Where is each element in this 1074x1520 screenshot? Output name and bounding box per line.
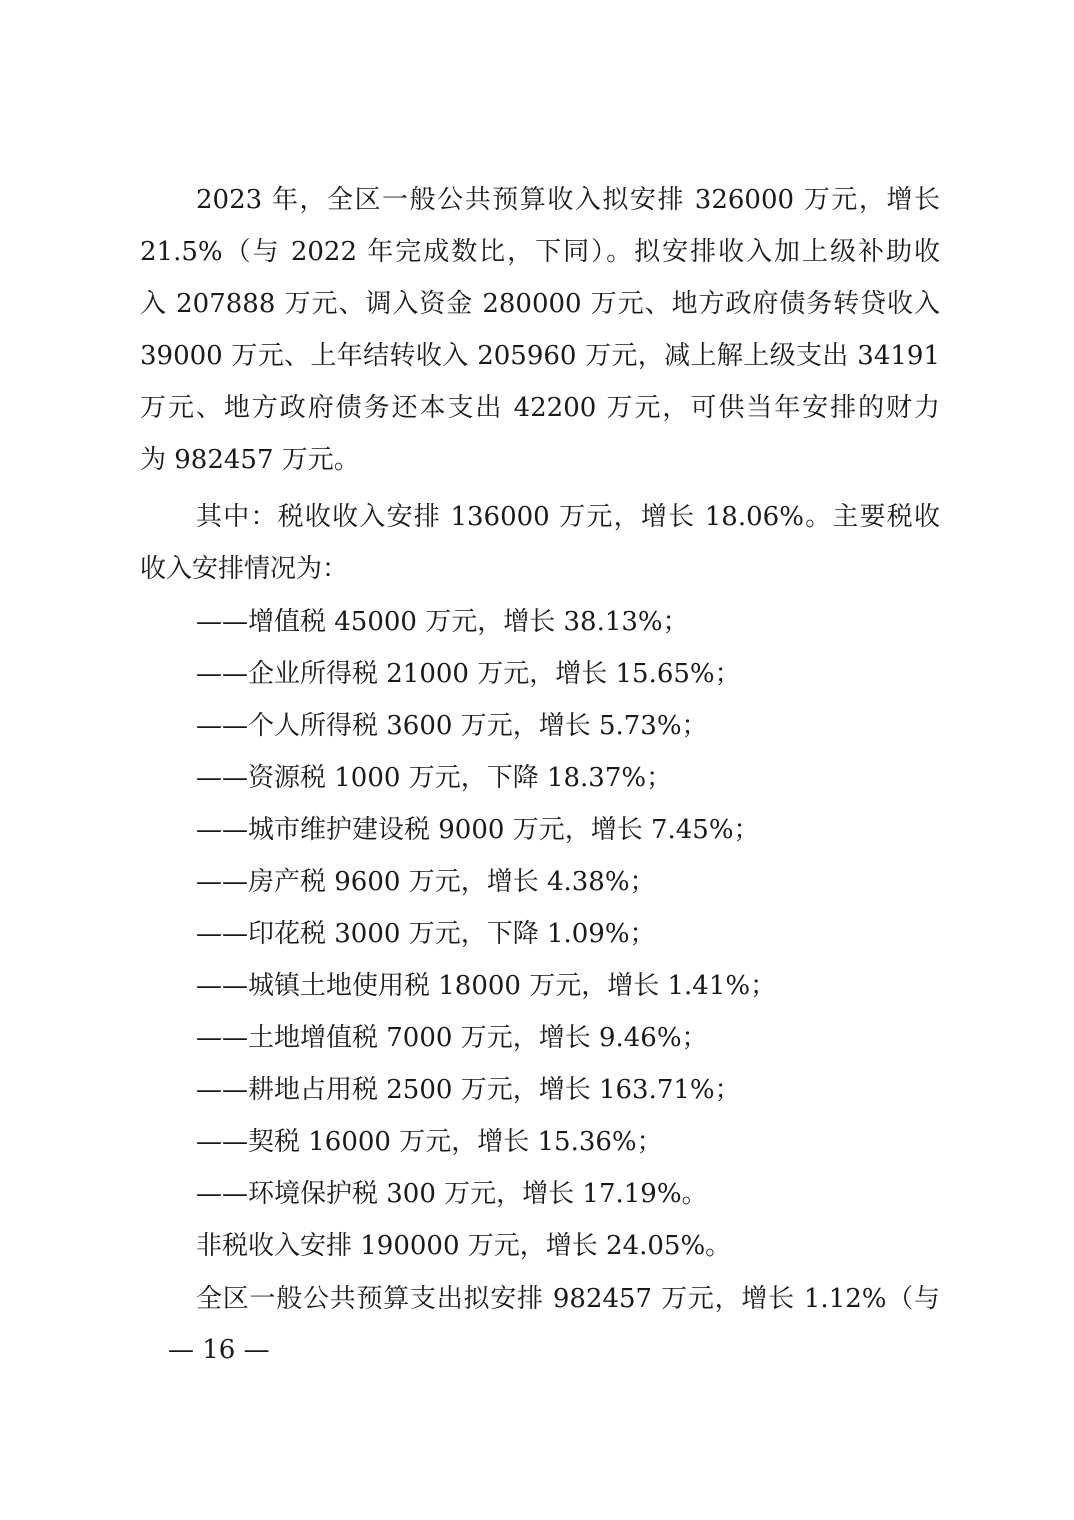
tax-item-vat: ——增值税 45000 万元，增长 38.13%； [196, 607, 689, 637]
tax-item-resource: ——资源税 1000 万元，下降 18.37%； [196, 763, 673, 793]
paragraph-1-line-1: 2023 年，全区一般公共预算收入拟安排 326000 万元，增长 [196, 185, 940, 215]
paragraph-1-line-5: 万元、地方政府债务还本支出 42200 万元，可供当年安排的财力 [140, 393, 940, 423]
tax-item-deed: ——契税 16000 万元，增长 15.36%； [196, 1127, 663, 1157]
tax-item-personal-income: ——个人所得税 3600 万元，增长 5.73%； [196, 711, 708, 741]
tax-item-environmental: ——环境保护税 300 万元，增长 17.19%。 [196, 1179, 708, 1209]
paragraph-2-line-1: 其中：税收收入安排 136000 万元，增长 18.06%。主要税收 [196, 502, 940, 532]
paragraph-1-line-6: 为 982457 万元。 [140, 445, 360, 475]
tax-item-corporate-income: ——企业所得税 21000 万元，增长 15.65%； [196, 659, 741, 689]
tax-item-urban-land-use: ——城镇土地使用税 18000 万元，增长 1.41%； [196, 971, 777, 1001]
paragraph-1-line-2: 21.5%（与 2022 年完成数比，下同）。拟安排收入加上级补助收 [140, 237, 940, 267]
tax-item-land-value-added: ——土地增值税 7000 万元，增长 9.46%； [196, 1023, 708, 1053]
tax-item-urban-maintenance: ——城市维护建设税 9000 万元，增长 7.45%； [196, 815, 760, 845]
tax-item-farmland-occupation: ——耕地占用税 2500 万元，增长 163.71%； [196, 1075, 741, 1105]
expenditure-line-1: 全区一般公共预算支出拟安排 982457 万元，增长 1.12%（与 [196, 1284, 940, 1314]
tax-item-stamp: ——印花税 3000 万元，下降 1.09%； [196, 919, 656, 949]
paragraph-1-line-3: 入 207888 万元、调入资金 280000 万元、地方政府债务转贷收入 [140, 289, 940, 319]
page-number: — 16 — [168, 1335, 270, 1365]
non-tax-revenue: 非税收入安排 190000 万元，增长 24.05%。 [196, 1231, 732, 1261]
tax-item-property: ——房产税 9600 万元，增长 4.38%； [196, 867, 656, 897]
paragraph-1-line-4: 39000 万元、上年结转收入 205960 万元，减上解上级支出 34191 [140, 341, 940, 371]
paragraph-2-line-2: 收入安排情况为： [140, 554, 349, 584]
